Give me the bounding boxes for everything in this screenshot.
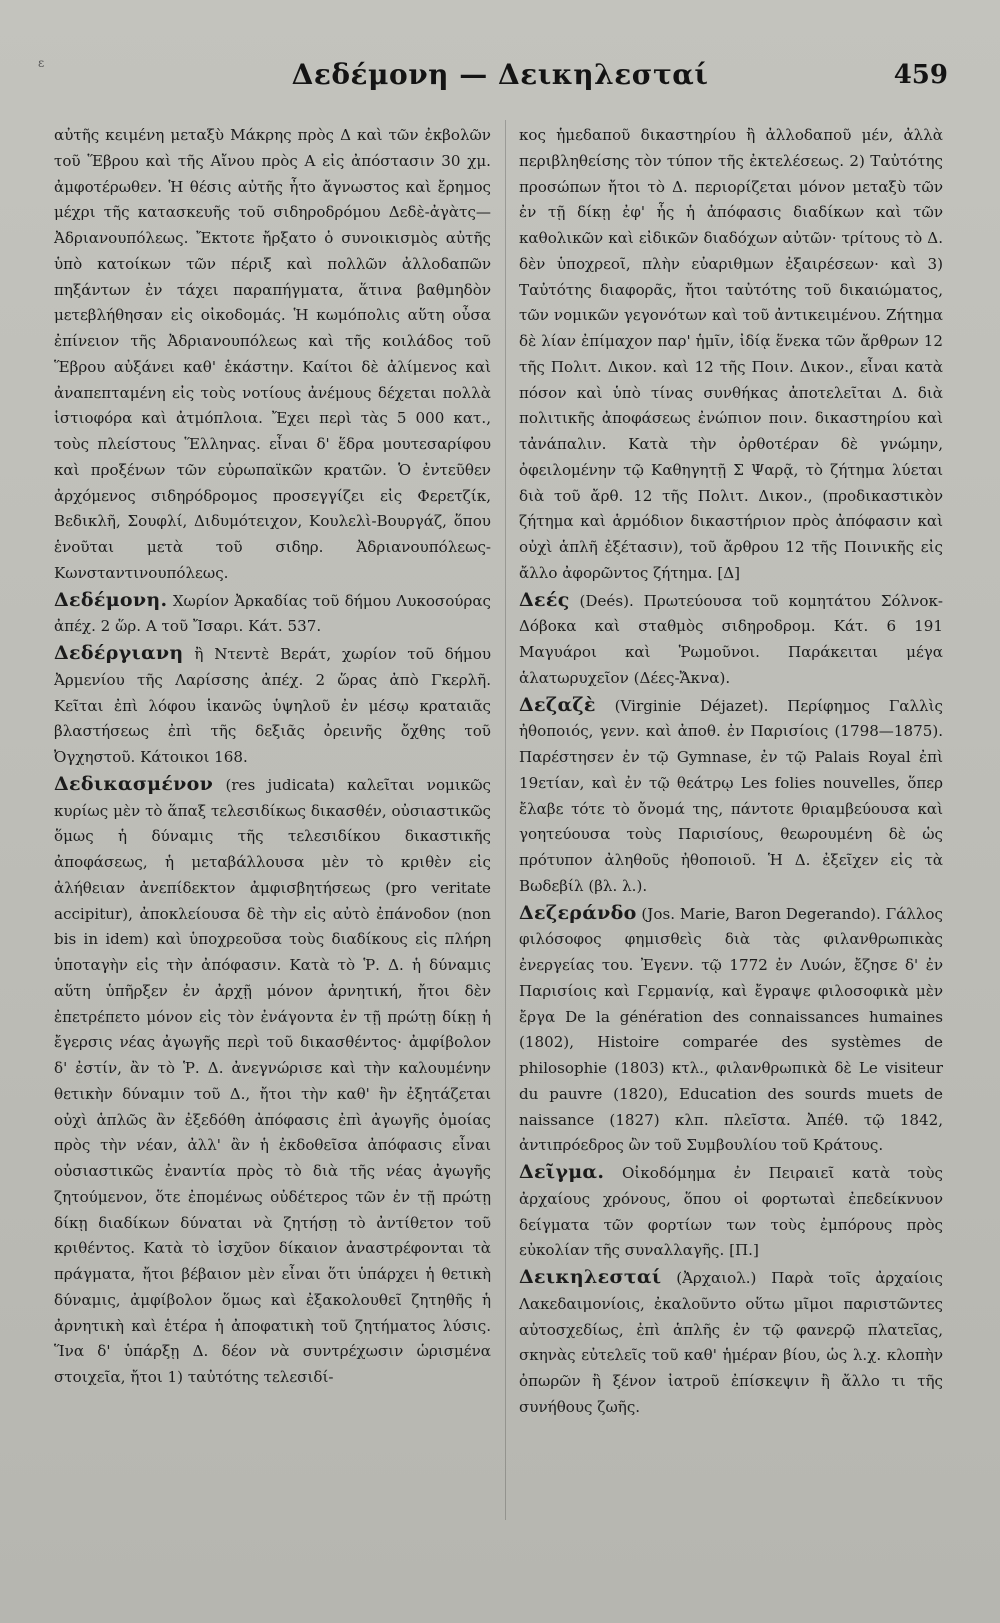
entry-headword: Δεδέμονη. xyxy=(54,588,168,611)
entry-headword: Δεζαζὲ xyxy=(519,693,596,716)
entry-text: Χωρίον Ἀρκαδίας τοῦ δήμου Λυκοσούρας ἀπέχ. 2 ὥρ. Α τοῦ Ἴσαρι. Κάτ. 537. xyxy=(54,591,491,636)
entry-headword: Δεζεράνδο xyxy=(519,901,637,924)
column-divider xyxy=(505,120,506,1520)
entry xyxy=(54,588,491,641)
entry-text: κος ἡμεδαποῦ δικαστηρίου ἢ ἀλλοδαποῦ μέν, ἀλλὰ περιβληθείσης τὸν τύπον τῆς ἐκτελέσεως. 2) Ταὐτότης προσώπων ἤτοι τὸ Δ. περιορίζεται μόνον μεταξὺ τῶν ἐν τῇ δίκῃ ἐφ' ἧς ἡ ἀπόφασις διαδίκων καὶ τῶν καθολικῶν καὶ εἰδικῶν διαδόχων αὐτῶν· τρίτους τὸ Δ. δὲν ὑποχρεοῖ, πλὴν εὐαριθμων ἐξαιρέσεων· καὶ 3) Ταὐτότης διαφορᾶς, ἤτοι ταὐτότης τοῦ δικαιώματος, τῶν νομικῶν γεγονότων καὶ τοῦ ἀντικειμένου. Ζήτημα δὲ λίαν ἐπίμαχον παρ' ἡμῖν, ἰδίᾳ ἕνεκα τῶν ἄρθρων 12 τῆς Πολιτ. Δικον. καὶ 12 τῆς Ποιν. Δικον., εἶναι κατὰ πόσον καὶ ὑπὸ τίνας συνθήκας ἀποτελεῖται Δ. διὰ πολιτικῆς ἀποφάσεως ἐνώπιον ποιν. δικαστηρίου καὶ τἀνάπαλιν. Κατὰ τὴν ὀρθοτέραν δὲ γνώμην, ὀφειλομένην τῷ Καθηγητῇ Σ Ψαρᾷ, τὸ ζήτημα λύεται διὰ τοῦ ἄρθ. 12 τῆς Πολιτ. Δικον., (προδικαστικὸν ζήτημα καὶ ἁρμόδιον δικαστήριον πρὸς ἀπόφασιν καὶ οὐχὶ ἁπλῆ ἐξέτασιν), τοῦ ἄρθρου 12 τῆς Ποινικῆς εἰς ἄλλο ἀφορῶντος ζήτημα. [Δ] xyxy=(519,126,943,582)
right-column xyxy=(519,122,943,1421)
entry-text: (Virginie Déjazet). Περίφημος Γαλλὶς ἠθοποιός, γενν. καὶ ἀποθ. ἐν Παρισίοις (1798—1875). Παρέστησεν ἐν τῷ Gymnase, ἐν τῷ Palais Royal ἐπὶ 19ετίαν, καὶ ἐν τῷ θεάτρῳ Les folies nouvelles, ὅπερ ἔλαβε τότε τὸ ὄνομά της, πάντοτε θριαμβεύουσα καὶ γοητεύουσα τοὺς Παρισίους, θεωρουμένη δὲ ὡς πρότυπον ἀληθοῦς ἠθοποιοῦ. Ἡ Δ. ἐξεῖχεν εἰς τὰ Βωδεβίλ (βλ. λ.). xyxy=(519,696,943,895)
left-column xyxy=(54,122,491,1391)
entry-text: (Deés). Πρωτεύουσα τοῦ κομητάτου Σόλνοκ-Δόβοκα καὶ σταθμὸς σιδηροδρομ. Κάτ. 6 191 Μαγυάροι καὶ Ῥωμοῦνοι. Παράκειται μέγα ἁλατωρυχεῖον (Δέες-Ἄκνα). xyxy=(519,591,943,687)
entry xyxy=(54,122,491,587)
entry-text: Οἰκοδόμημα ἐν Πειραιεῖ κατὰ τοὺς ἀρχαίους χρόνους, ὅπου οἱ φορτωταὶ ἐπεδείκνυον δείγματα τῶν φορτίων των τοὺς ἐμπόρους πρὸς εὐκολίαν τῆς συναλλαγῆς. [Π.] xyxy=(519,1164,943,1260)
entry-headword: Δεδέργιανη xyxy=(54,642,184,664)
entry xyxy=(519,122,943,587)
page-number: 459 xyxy=(893,60,948,90)
entry xyxy=(519,588,943,692)
entry-headword: Δεδικασμένον xyxy=(54,772,214,795)
entry xyxy=(54,772,491,1391)
entry xyxy=(519,1265,943,1421)
entry xyxy=(54,641,491,771)
entry xyxy=(519,693,943,900)
entry-text: αὐτῆς κειμένη μεταξὺ Μάκρης πρὸς Δ καὶ τῶν ἐκβολῶν τοῦ Ἕβρου καὶ τῆς Αἴνου πρὸς Α εἰς ἀπόστασιν 30 χμ. ἀμφοτέρωθεν. Ἡ θέσις αὐτῆς ἦτο ἄγνωστος καὶ ἔρημος μέχρι τῆς κατασκευῆς τοῦ σιδηροδρόμου Δεδὲ-ἀγὰτς—Ἀδριανουπόλεως. Ἔκτοτε ἤρξατο ὁ συνοικισμὸς αὐτῆς ὑπὸ κατοίκων τῶν πέριξ καὶ πολλῶν ἀλλοδαπῶν πηξάντων ἐν τάχει παραπήγματα, ἅτινα βαθμηδὸν μετεβλήθησαν εἰς οἰκοδομάς. Ἡ κωμόπολις αὕτη οὖσα ἐπίνειον τῆς Ἀδριανουπόλεως καὶ τῆς κοιλάδος τοῦ Ἕβρου αὐξάνει καθ' ἑκάστην. Καίτοι δὲ ἀλίμενος καὶ ἀναπεπταμένη εἰς τοὺς νοτίους ἀνέμους δέχεται πολλὰ ἱστιοφόρα καὶ ἀτμόπλοια. Ἔχει περὶ τὰς 5 000 κατ., τοὺς πλείστους Ἕλληνας. εἶναι δ' ἕδρα μουτεσαρίφου καὶ προξένων τῶν εὐρωπαϊκῶν κρατῶν. Ὁ ἐντεῦθεν ἀρχόμενος σιδηρόδρομος προσεγγίζει εἰς Φερετζίκ, Βεδικλῆ, Σουφλί, Διδυμότειχον, Κουλελὶ-Βουργάζ, ὅπου ἑνοῦται μετὰ τοῦ σιδηρ. Ἀδριανουπόλεως-Κωνσταντινουπόλεως. xyxy=(54,126,491,582)
entry-headword: Δεικηλεσταί xyxy=(519,1266,662,1288)
entry-text: ἢ Ντεντὲ Βεράτ, χωρίον τοῦ δήμου Ἀρμενίου τῆς Λαρίσσης ἀπέχ. 2 ὥρας ἀπὸ Γκερλῆ. Κεῖται ἐπὶ λόφου ἱκανῶς ὑψηλοῦ ἐν μέσῳ κραταιᾶς βλαστήσεως ἐπὶ τῆς δεξιᾶς ὀρεινῆς ὄχθης τοῦ Ὀγχηστοῦ. Κάτοικοι 168. xyxy=(54,645,491,766)
entry xyxy=(519,901,943,1160)
entry-text: (res judicata) καλεῖται νομικῶς κυρίως μὲν τὸ ἅπαξ τελεσιδίκως δικασθέν, οὐσιαστικῶς ὅμως ἡ δύναμις τῆς τελεσιδίκου δικαστικῆς ἀποφάσεως, ἡ μεταβάλλουσα μὲν τὸ κριθὲν εἰς ἀλήθειαν ἀνεπίδεκτον ἀμφισβητήσεως (pro veritate accipitur), ἀποκλείουσα δὲ τὴν εἰς αὐτὸ ἐπάνοδον (non bis in idem) καὶ ὑποχρεοῦσα τοὺς διαδίκους εἰς πλήρη ὑποταγὴν εἰς τὴν ἀπόφασιν. Κατὰ τὸ Ῥ. Δ. ἡ δύναμις αὕτη ὑπῆρξεν ἐν ἀρχῇ μόνον ἀρνητική, ἤτοι δὲν ἐπετρέπετο μόνον εἰς τὸν ἐνάγοντα ἐν τῇ πρώτῃ δίκῃ ἡ ἔγερσις νέας ἀγωγῆς περὶ τοῦ δικασθέντος· ἀμφίβολον δ' ἐστίν, ἂν τὸ Ῥ. Δ. ἀνεγνώρισε καὶ τὴν καλουμένην θετικὴν δύναμιν τοῦ Δ., ἤτοι τὴν καθ' ἣν ἐξητάζεται οὐχὶ ἁπλῶς ἂν ἐξεδόθη ἀπόφασις ἐπὶ ἀγωγῆς ὁμοίας πρὸς τὴν νέαν, ἀλλ' ἂν ἡ ἐκδοθεῖσα ἀπόφασις εἶναι οὐσιαστικῶς ἐναντία πρὸς τὸ διὰ τῆς νέας ἀγωγῆς ζητούμενον, ὅτε ἐπομένως οὐδέτερος τῶν ἐν τῇ πρώτῃ δίκῃ διαδίκων δύναται νὰ ζητήσῃ τὸ ἀντίθετον τοῦ κριθέντος. Κατὰ τὸ ἰσχῦον δίκαιον ἀναστρέφονται τὰ πράγματα, ἤτοι βέβαιον μὲν εἶναι ὅτι ὑπάρχει ἡ θετικὴ δύναμις, ἀμφίβολον ὅμως καὶ ἐξακολουθεῖ ζητηθῆς ἡ ἀρνητικὴ καὶ ἑτέρα ἡ ἀποφατικὴ τοῦ ζητήματος λύσις. Ἵνα δ' ὑπάρξῃ Δ. δέον νὰ συντρέχωσιν ὡρισμένα στοιχεῖα, ἤτοι 1) ταὐτότης τελεσιδί- xyxy=(54,775,491,1386)
entry-text: (Ἀρχαιολ.) Παρὰ τοῖς ἀρχαίοις Λακεδαιμονίοις, ἐκαλοῦντο οὕτω μῖμοι παριστῶντες αὐτοσχεδίως, ἐπὶ ἁπλῆς ἐν τῷ φανερῷ πλατεῖας, σκηνὰς εὐτελεῖς τοῦ καθ' ἡμέραν βίου, ὡς λ.χ. κλοπὴν ὀπωρῶν ἢ ξένον ἰατροῦ ἐπίσκεψιν ἢ ἄλλο τι τῆς συνήθους ζωῆς. xyxy=(519,1269,943,1416)
entry-text: (Jos. Marie, Baron Degerando). Γάλλος φιλόσοφος φημισθεὶς διὰ τὰς φιλανθρωπικὰς ἐνεργείας του. Ἐγενν. τῷ 1772 ἐν Λυών, ἔζησε δ' ἐν Παρισίοις καὶ Γερμανίᾳ, καὶ ἔγραψε φιλοσοφικὰ μὲν ἔργα De la génération des connaissances humaines (1802), Histoire comparée des systèmes de philosophie (1803) κτλ., φιλανθρωπικὰ δὲ Le visiteur du pauvre (1820), Education des sourds muets de naissance (1827) κλπ. πλεῖστα. Ἀπέθ. τῷ 1842, ἀντιπρόεδρος ὢν τοῦ Συμβουλίου τοῦ Κράτους. xyxy=(519,904,943,1155)
entry-headword: Δεές xyxy=(519,588,570,611)
corner-mark: ε xyxy=(38,56,45,70)
entry xyxy=(519,1160,943,1264)
entry-headword: Δεῖγμα. xyxy=(519,1161,605,1183)
running-head: Δεδέμονη — Δεικηλεσταί xyxy=(291,58,709,91)
